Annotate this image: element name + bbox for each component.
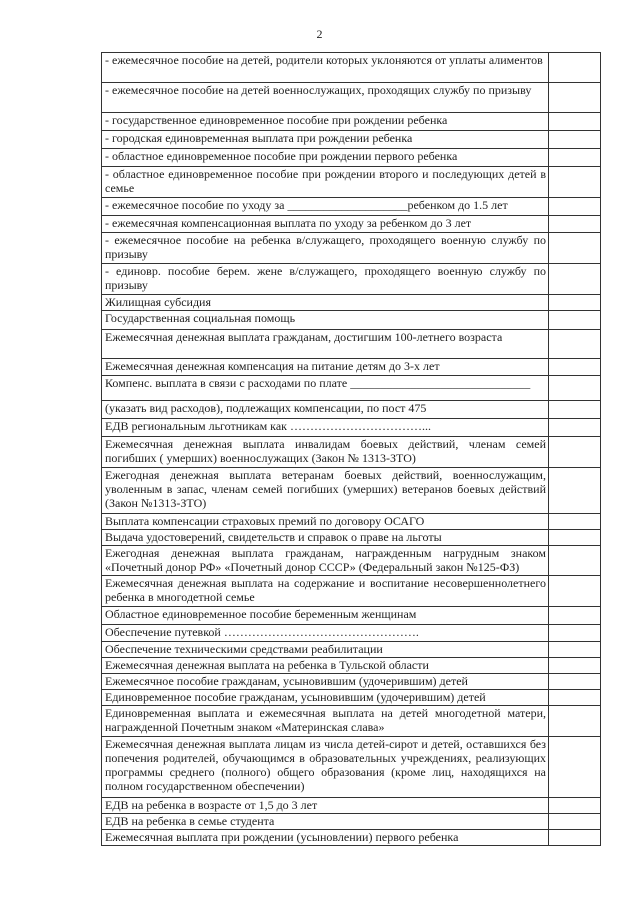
benefit-name-cell: Выдача удостоверений, свидетельств и справок о праве на льготы	[102, 530, 549, 546]
benefit-name-cell: (указать вид расходов), подлежащих компенсации, по пост 475	[102, 401, 549, 419]
benefit-name-cell: - ежемесячное пособие на ребенка в/служащего, проходящего военную службу по призыву	[102, 233, 549, 264]
table-row	[102, 330, 601, 359]
benefit-name-cell: Обеспечение техническими средствами реабилитации	[102, 642, 549, 658]
table-row	[102, 131, 601, 149]
benefit-name-cell: - городская единовременная выплата при рождении ребенка	[102, 131, 549, 149]
table-row	[102, 167, 601, 198]
benefit-name-cell: Ежемесячная денежная компенсация на питание детям до 3-х лет	[102, 359, 549, 376]
benefits-table	[101, 52, 601, 846]
table-row	[102, 658, 601, 674]
empty-mark-cell	[549, 401, 601, 419]
benefit-name-cell: - единовр. пособие берем. жене в/служащего, проходящего военную службу по призыву	[102, 264, 549, 295]
table-row	[102, 437, 601, 468]
table-row	[102, 376, 601, 401]
empty-mark-cell	[549, 359, 601, 376]
table-row	[102, 359, 601, 376]
empty-mark-cell	[549, 216, 601, 233]
table-row	[102, 216, 601, 233]
table-row	[102, 514, 601, 530]
benefit-name-cell: ЕДВ на ребенка в семье студента	[102, 814, 549, 830]
empty-mark-cell	[549, 311, 601, 330]
benefit-name-cell: - областное единовременное пособие при рождении первого ребенка	[102, 149, 549, 167]
empty-mark-cell	[549, 149, 601, 167]
benefit-name-cell: - областное единовременное пособие при рождении второго и последующих детей в семье	[102, 167, 549, 198]
empty-mark-cell	[549, 330, 601, 359]
empty-mark-cell	[549, 376, 601, 401]
empty-mark-cell	[549, 642, 601, 658]
benefit-name-cell: Государственная социальная помощь	[102, 311, 549, 330]
empty-mark-cell	[549, 83, 601, 113]
benefit-name-cell: Ежегодная денежная выплата гражданам, награжденным нагрудным знаком «Почетный донор РФ» «Почетный донор СССР» (Федеральный закон №125-ФЗ)	[102, 546, 549, 576]
benefit-name-cell: ЕДВ на ребенка в возрасте от 1,5 до 3 лет	[102, 798, 549, 814]
empty-mark-cell	[549, 674, 601, 690]
benefit-name-cell: ЕДВ региональным льготникам как ……………………………...	[102, 419, 549, 437]
empty-mark-cell	[549, 264, 601, 295]
benefit-name-cell: Обеспечение путевкой ………………………………………….	[102, 625, 549, 642]
empty-mark-cell	[549, 113, 601, 131]
table-row	[102, 401, 601, 419]
table-row	[102, 706, 601, 737]
table-row	[102, 546, 601, 576]
table-row	[102, 576, 601, 607]
table-row	[102, 295, 601, 311]
table-row	[102, 830, 601, 846]
table-row	[102, 690, 601, 706]
table-row	[102, 53, 601, 83]
benefit-name-cell: Ежемесячная денежная выплата лицам из числа детей-сирот и детей, оставшихся без попечения родителей, обучающимся в образовательных учреждениях, реализующих программы среднего (полного) общего образования (кроме лиц, находящихся на полном государственном обеспечении)	[102, 737, 549, 798]
benefit-name-cell: Компенс. выплата в связи с расходами по плате ______________________________	[102, 376, 549, 401]
benefit-name-cell: Ежемесячная денежная выплата на ребенка в Тульской области	[102, 658, 549, 674]
empty-mark-cell	[549, 468, 601, 514]
benefit-name-cell: Ежемесячная денежная выплата гражданам, достигшим 100-летнего возраста	[102, 330, 549, 359]
benefit-name-cell: Ежемесячное пособие гражданам, усыновившим (удочерившим) детей	[102, 674, 549, 690]
empty-mark-cell	[549, 798, 601, 814]
empty-mark-cell	[549, 546, 601, 576]
benefit-name-cell: Областное единовременное пособие беременным женщинам	[102, 607, 549, 625]
benefit-name-cell: - ежемесячная компенсационная выплата по уходу за ребенком до 3 лет	[102, 216, 549, 233]
table-row	[102, 311, 601, 330]
empty-mark-cell	[549, 830, 601, 846]
benefit-name-cell: Выплата компенсации страховых премий по договору ОСАГО	[102, 514, 549, 530]
empty-mark-cell	[549, 167, 601, 198]
empty-mark-cell	[549, 530, 601, 546]
benefit-name-cell: Единовременное пособие гражданам, усыновившим (удочерившим) детей	[102, 690, 549, 706]
empty-mark-cell	[549, 131, 601, 149]
empty-mark-cell	[549, 706, 601, 737]
empty-mark-cell	[549, 53, 601, 83]
empty-mark-cell	[549, 690, 601, 706]
empty-mark-cell	[549, 198, 601, 216]
empty-mark-cell	[549, 295, 601, 311]
empty-mark-cell	[549, 625, 601, 642]
table-row	[102, 798, 601, 814]
table-row	[102, 737, 601, 798]
table-row	[102, 814, 601, 830]
empty-mark-cell	[549, 658, 601, 674]
benefit-name-cell: Ежемесячная денежная выплата инвалидам боевых действий, членам семей погибших ( умерших) военнослужащих (Закон № 1313-ЗТО)	[102, 437, 549, 468]
benefit-name-cell: - ежемесячное пособие на детей, родители которых уклоняются от уплаты алиментов	[102, 53, 549, 83]
benefit-name-cell: Ежемесячная выплата при рождении (усыновлении) первого ребенка	[102, 830, 549, 846]
empty-mark-cell	[549, 814, 601, 830]
benefit-name-cell: Ежегодная денежная выплата ветеранам боевых действий, военнослужащим, уволенным в запас, членам семей погибших (умерших) ветеранов боевых действий (Закон №1313-ЗТО)	[102, 468, 549, 514]
table-row	[102, 468, 601, 514]
table-row	[102, 674, 601, 690]
table-row	[102, 607, 601, 625]
benefit-name-cell: Ежемесячная денежная выплата на содержание и воспитание несовершеннолетнего ребенка в многодетной семье	[102, 576, 549, 607]
empty-mark-cell	[549, 419, 601, 437]
empty-mark-cell	[549, 514, 601, 530]
table-row	[102, 419, 601, 437]
empty-mark-cell	[549, 737, 601, 798]
empty-mark-cell	[549, 576, 601, 607]
benefit-name-cell: Единовременная выплата и ежемесячная выплата на детей многодетной матери, награжденной Почетным знаком «Материнская слава»	[102, 706, 549, 737]
table-row	[102, 264, 601, 295]
benefit-name-cell: - ежемесячное пособие по уходу за ____________________ребенком до 1.5 лет	[102, 198, 549, 216]
table-row	[102, 530, 601, 546]
table-row	[102, 625, 601, 642]
table-row	[102, 642, 601, 658]
benefit-name-cell: - ежемесячное пособие на детей военнослужащих, проходящих службу по призыву	[102, 83, 549, 113]
page-number: 2	[316, 27, 323, 41]
empty-mark-cell	[549, 607, 601, 625]
table-row	[102, 113, 601, 131]
table-row	[102, 83, 601, 113]
table-row	[102, 149, 601, 167]
benefit-name-cell: Жилищная субсидия	[102, 295, 549, 311]
empty-mark-cell	[549, 437, 601, 468]
table-row	[102, 233, 601, 264]
benefit-name-cell: - государственное единовременное пособие при рождении ребенка	[102, 113, 549, 131]
table-row	[102, 198, 601, 216]
empty-mark-cell	[549, 233, 601, 264]
